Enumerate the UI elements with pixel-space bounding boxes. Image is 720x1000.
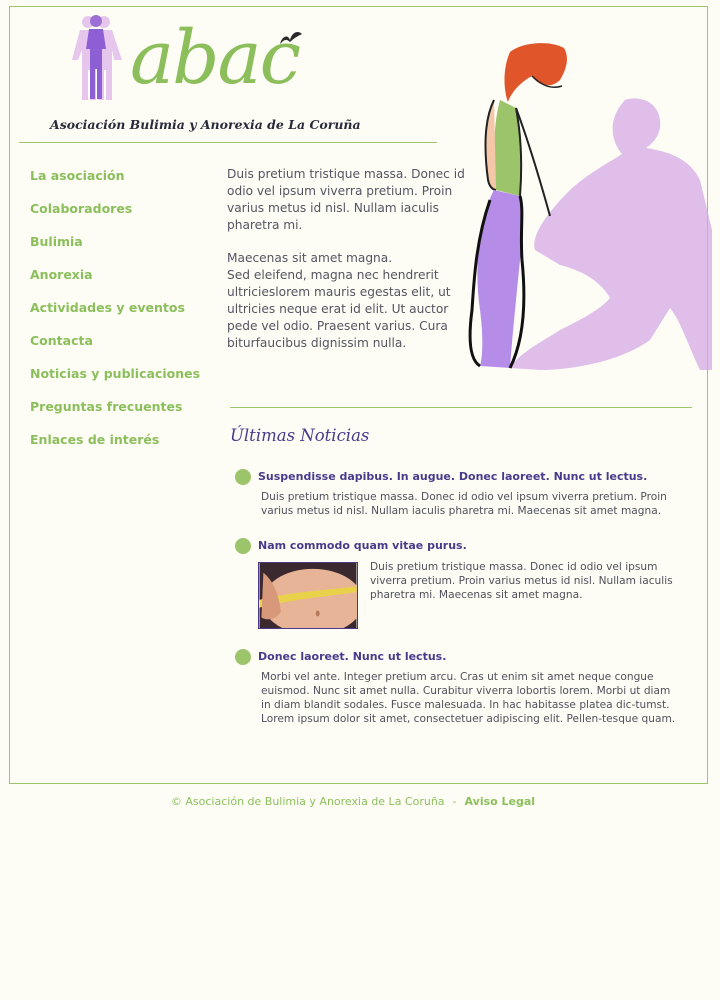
hero-illustration [450, 40, 712, 376]
measuring-tape-image [259, 563, 357, 628]
intro-paragraph-1: Duis pretium tristique massa. Donec id odio vel ipsum viverra pretium. Proin varius metus id nisl. Nullam iaculis pharetra mi. [227, 167, 465, 232]
news-heading: Últimas Noticias [230, 426, 370, 445]
nav-item-la-asociacion[interactable]: La asociación [30, 168, 125, 183]
nav-item-enlaces[interactable]: Enlaces de interés [30, 432, 160, 447]
intro-text [227, 166, 467, 368]
news-body: Duis pretium tristique massa. Donec id odio vel ipsum viverra pretium. Proin varius metus id nisl. Nullam iaculis pharetra mi. Maecenas sit amet magna. [370, 561, 673, 601]
news-thumbnail[interactable] [258, 562, 358, 629]
intro-paragraph-2-lead: Maecenas sit amet magna. [227, 251, 393, 265]
main-navigation [30, 166, 200, 463]
nav-item-actividades[interactable]: Actividades y eventos [30, 300, 185, 315]
intro-paragraph-2-body: Sed eleifend, magna nec hendrerit ultricieslorem mauris egestas elit, ut ultricies neque erat id elit. Ut auctor pede vel odio. Praesent varius. Cura biturfaucibus dignissim nulla. [227, 268, 451, 350]
nav-item-preguntas[interactable]: Preguntas frecuentes [30, 399, 183, 414]
nav-item-bulimia[interactable]: Bulimia [30, 234, 83, 249]
footer-separator: - [452, 795, 457, 808]
news-title-link[interactable]: Nam commodo quam vitae purus. [258, 539, 467, 552]
nav-item-anorexia[interactable]: Anorexia [30, 267, 93, 282]
news-title-link[interactable]: Donec laoreet. Nunc ut lectus. [258, 650, 447, 663]
leaf-icon [276, 28, 304, 48]
intro-paragraph-2 [227, 250, 467, 352]
nav-item-contacta[interactable]: Contacta [30, 333, 93, 348]
news-divider [230, 407, 692, 408]
organization-name: Asociación Bulimia y Anorexia de La Coruña [50, 117, 361, 132]
header-divider [19, 142, 437, 143]
footer [0, 795, 706, 808]
logo-figure-icon [66, 14, 126, 102]
footer-copyright: © Asociación de Bulimia y Anorexia de La Coruña [170, 795, 445, 808]
bullet-icon [235, 469, 251, 485]
logo-wordmark[interactable]: abac [130, 15, 300, 101]
news-body: Duis pretium tristique massa. Donec id odio vel ipsum viverra pretium. Proin varius metus id nisl. Nullam iaculis pharetra mi. Maecenas sit amet magna. [261, 491, 667, 517]
legal-notice-link[interactable]: Aviso Legal [464, 795, 536, 808]
nav-item-noticias[interactable]: Noticias y publicaciones [30, 366, 201, 381]
nav-item-colaboradores[interactable]: Colaboradores [30, 201, 133, 216]
bullet-icon [235, 538, 251, 554]
news-body: Morbi vel ante. Integer pretium arcu. Cras ut enim sit amet neque congue euismod. Nunc sit amet nulla. Curabitur viverra lobortis lorem. Morbi ut diam in diam blandit sodales. Fusce malesuada. In hac habitasse platea dic-tumst. Lorem ipsum dolor sit amet, consectetuer adipiscing elit. Pellen-tesque quam. [261, 671, 676, 725]
news-title-link[interactable]: Suspendisse dapibus. In augue. Donec laoreet. Nunc ut lectus. [258, 470, 648, 483]
bullet-icon [235, 649, 251, 665]
